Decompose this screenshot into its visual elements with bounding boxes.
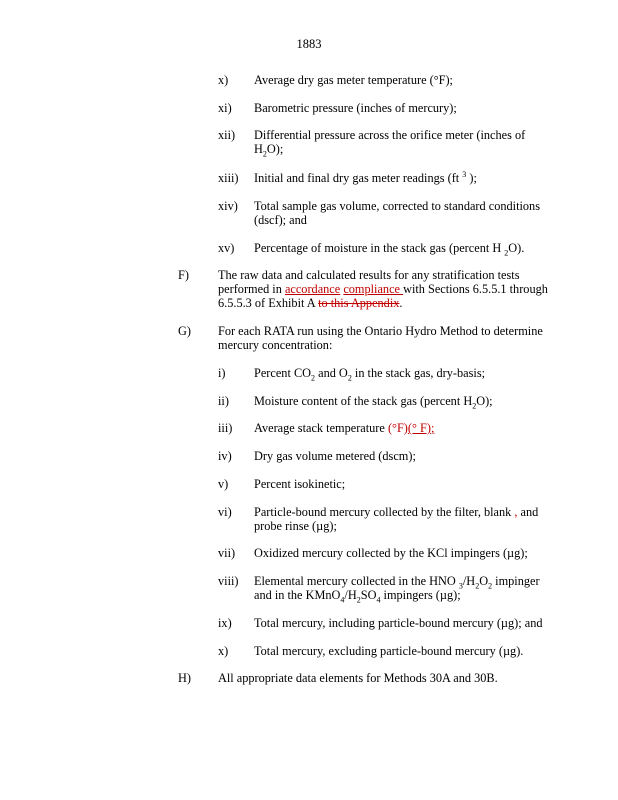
item-text: Dry gas volume metered (dscm); [254, 449, 416, 463]
item-number: x) [218, 73, 229, 87]
page-number: 1883 [296, 37, 322, 51]
item-number: viii) [218, 574, 239, 588]
item-text: Moisture content of the stack gas (percent $H_2O$); [254, 394, 493, 411]
paragraph-f-text: The raw data and calculated results for any stratification tests performed in accordance compliance with Sections 6.5.5.1 through 6.5.5.3 of Exhibit A to this Appendix. [218, 268, 548, 310]
item-text: Oxidized mercury collected by the KCl impingers (µg); [254, 546, 528, 560]
item-number: xiv) [218, 199, 238, 213]
item-number: ii) [218, 394, 229, 408]
item-text: Percentage of moisture in the stack gas (percent H $_2$O). [254, 241, 525, 258]
inserted-text: (°F) [387, 421, 408, 435]
item-text: Average stack temperature (°F)(° F); [254, 421, 435, 435]
paragraph-g-text: For each RATA run using the Ontario Hydro Method to determine mercury concentration: [218, 324, 543, 352]
item-text: Total sample gas volume, corrected to standard conditions (dscf); and [254, 199, 540, 227]
paragraph-letter: G) [178, 324, 191, 338]
item-number: iv) [218, 449, 232, 463]
item-text: Particle-bound mercury collected by the filter, blank , and probe rinse (µg); [254, 505, 539, 533]
item-text: Elemental mercury collected in the HNO $_3/H_2O_2$ impinger and in the $KMnO_4/H_2SO_4$ impingers (µg); [254, 574, 540, 605]
deleted-text: to this Appendix [318, 296, 400, 310]
item-number: i) [218, 366, 226, 380]
item-number: v) [218, 477, 229, 491]
inserted-text: compliance [343, 282, 404, 296]
item-number: vi) [218, 505, 232, 519]
item-text: Percent isokinetic; [254, 477, 346, 491]
item-text: Differential pressure across the orifice meter (inches of $H_2O$); [254, 128, 526, 159]
item-text: Total mercury, excluding particle-bound mercury (µg). [254, 644, 524, 658]
paragraph-letter: H) [178, 671, 191, 685]
item-number: x) [218, 644, 229, 658]
item-number: iii) [218, 421, 233, 435]
item-number: ix) [218, 616, 232, 630]
item-number: xii) [218, 128, 236, 142]
item-text: Average dry gas meter temperature (°F); [254, 73, 453, 87]
item-number: vii) [218, 546, 236, 560]
item-number: xiii) [218, 171, 239, 185]
paragraph-letter: F) [178, 268, 189, 282]
item-text: Total mercury, including particle-bound mercury (µg); and [254, 616, 543, 630]
item-number: xi) [218, 101, 232, 115]
item-text: Barometric pressure (inches of mercury); [254, 101, 457, 115]
item-number: xv) [218, 241, 235, 255]
paragraph-h-text: All appropriate data elements for Methods 30A and 30B. [218, 671, 498, 685]
inserted-text: accordance [284, 282, 341, 296]
inserted-text: (° F) [407, 421, 431, 435]
item-text: Initial and final dry gas meter readings (ft $^3$ ); [254, 169, 477, 185]
inserted-text: , [511, 505, 518, 519]
item-text: Percent $CO_2$ and $O_2$ in the stack gas, dry-basis; [254, 366, 486, 383]
